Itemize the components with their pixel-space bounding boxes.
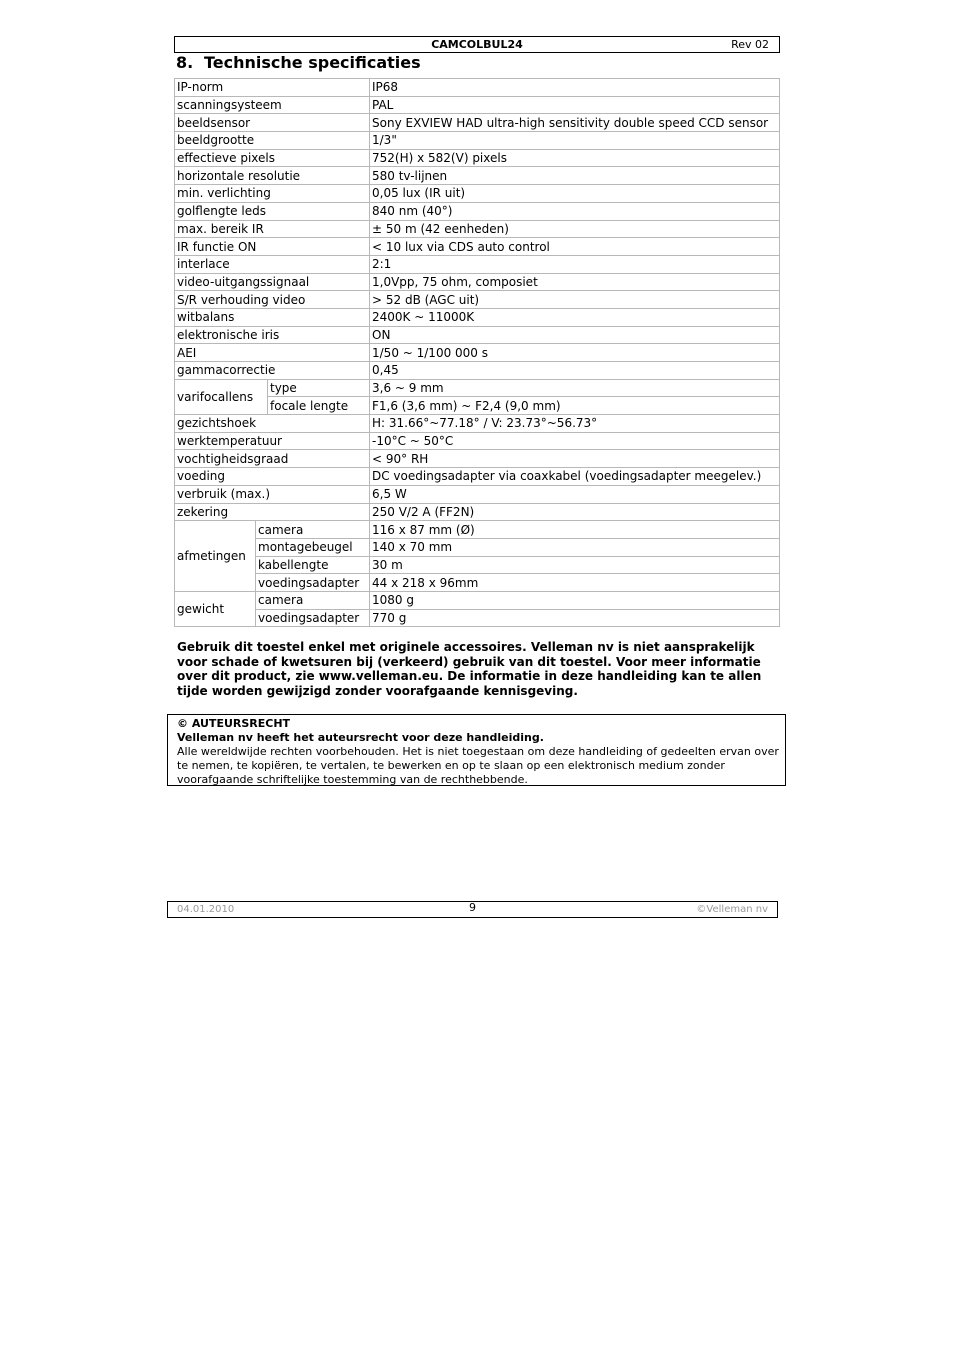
spec-sublabel: kabellengte <box>256 556 370 574</box>
spec-sublabel: voedingsadapter <box>256 609 370 627</box>
spec-value: 1080 g <box>370 591 780 609</box>
spec-sublabel: camera <box>256 521 370 539</box>
spec-row <box>175 574 780 592</box>
spec-row <box>175 326 780 344</box>
spec-row <box>175 202 780 220</box>
spec-row <box>175 432 780 450</box>
spec-row <box>175 96 780 114</box>
spec-label: beeldgrootte <box>175 132 370 150</box>
spec-label: verbruik (max.) <box>175 485 370 503</box>
spec-value: IP68 <box>370 79 780 97</box>
spec-row <box>175 344 780 362</box>
spec-row <box>175 415 780 433</box>
spec-row <box>175 114 780 132</box>
spec-value: 1,0Vpp, 75 ohm, composiet <box>370 273 780 291</box>
spec-value: 140 x 70 mm <box>370 538 780 556</box>
spec-sublabel: camera <box>256 591 370 609</box>
section-title-text: Technische specificaties <box>204 53 421 72</box>
spec-value: 250 V/2 A (FF2N) <box>370 503 780 521</box>
spec-row <box>175 149 780 167</box>
spec-table <box>174 78 780 627</box>
spec-group-label: gewicht <box>175 591 256 626</box>
spec-value: F1,6 (3,6 mm) ~ F2,4 (9,0 mm) <box>370 397 780 415</box>
spec-value: Sony EXVIEW HAD ultra-high sensitivity double speed CCD sensor <box>370 114 780 132</box>
spec-value: H: 31.66°~77.18° / V: 23.73°~56.73° <box>370 415 780 433</box>
spec-label: IP-norm <box>175 79 370 97</box>
spec-row <box>175 485 780 503</box>
spec-label: AEI <box>175 344 370 362</box>
copyright-body: Alle wereldwijde rechten voorbehouden. Het is niet toegestaan om deze handleiding of gedeelten ervan over te nemen, te kopiëren, te vertalen, te bewerken en op te slaan op een elektronisch medium zonder voorafgaande schriftelijke toestemming van de rechthebbende. <box>177 745 779 786</box>
spec-row <box>175 167 780 185</box>
spec-group-label: afmetingen <box>175 521 256 592</box>
spec-value: 2400K ~ 11000K <box>370 308 780 326</box>
spec-label: min. verlichting <box>175 185 370 203</box>
spec-row <box>175 556 780 574</box>
page-footer <box>167 901 778 918</box>
spec-label: scanningsysteem <box>175 96 370 114</box>
spec-value: 840 nm (40°) <box>370 202 780 220</box>
spec-sublabel: type <box>268 379 370 397</box>
copyright-subheading: Velleman nv heeft het auteursrecht voor deze handleiding. <box>177 731 544 744</box>
spec-row <box>175 79 780 97</box>
section-number: 8. <box>176 53 194 72</box>
spec-value: DC voedingsadapter via coaxkabel (voedingsadapter meegelev.) <box>370 468 780 486</box>
spec-row <box>175 591 780 609</box>
section-title <box>176 53 421 73</box>
spec-label: voeding <box>175 468 370 486</box>
spec-value: 770 g <box>370 609 780 627</box>
spec-table-body <box>175 79 780 627</box>
spec-value: ± 50 m (42 eenheden) <box>370 220 780 238</box>
spec-row <box>175 273 780 291</box>
spec-label: S/R verhouding video <box>175 291 370 309</box>
spec-label: gezichtshoek <box>175 415 370 433</box>
spec-label: gammacorrectie <box>175 362 370 380</box>
spec-row <box>175 308 780 326</box>
spec-group-label: varifocallens <box>175 379 268 414</box>
spec-value: PAL <box>370 96 780 114</box>
spec-label: witbalans <box>175 308 370 326</box>
spec-label: horizontale resolutie <box>175 167 370 185</box>
spec-value: 752(H) x 582(V) pixels <box>370 149 780 167</box>
spec-label: interlace <box>175 255 370 273</box>
spec-row <box>175 185 780 203</box>
spec-value: 44 x 218 x 96mm <box>370 574 780 592</box>
spec-label: vochtigheidsgraad <box>175 450 370 468</box>
copyright-box <box>167 714 786 786</box>
spec-row <box>175 132 780 150</box>
spec-row <box>175 255 780 273</box>
spec-label: beeldsensor <box>175 114 370 132</box>
footer-date: 04.01.2010 <box>177 904 235 915</box>
copyright-heading: © AUTEURSRECHT <box>177 717 291 730</box>
spec-row <box>175 291 780 309</box>
spec-row <box>175 450 780 468</box>
spec-row <box>175 220 780 238</box>
spec-value: 3,6 ~ 9 mm <box>370 379 780 397</box>
spec-value: < 90° RH <box>370 450 780 468</box>
spec-label: zekering <box>175 503 370 521</box>
spec-value: < 10 lux via CDS auto control <box>370 238 780 256</box>
spec-label: effectieve pixels <box>175 149 370 167</box>
spec-row <box>175 362 780 380</box>
model-number: CAMCOLBUL24 <box>431 38 523 51</box>
spec-row <box>175 238 780 256</box>
spec-value: -10°C ~ 50°C <box>370 432 780 450</box>
spec-value: > 52 dB (AGC uit) <box>370 291 780 309</box>
page-header <box>174 36 780 53</box>
footer-copyright: ©Velleman nv <box>696 904 768 915</box>
page-number: 9 <box>469 901 476 914</box>
spec-row <box>175 468 780 486</box>
spec-value: 116 x 87 mm (Ø) <box>370 521 780 539</box>
spec-value: 0,45 <box>370 362 780 380</box>
spec-label: IR functie ON <box>175 238 370 256</box>
spec-value: 1/3" <box>370 132 780 150</box>
spec-label: werktemperatuur <box>175 432 370 450</box>
spec-row <box>175 538 780 556</box>
spec-value: 30 m <box>370 556 780 574</box>
spec-value: 2:1 <box>370 255 780 273</box>
spec-row <box>175 521 780 539</box>
spec-row <box>175 379 780 397</box>
spec-value: 0,05 lux (IR uit) <box>370 185 780 203</box>
revision-label: Rev 02 <box>731 38 769 51</box>
spec-sublabel: voedingsadapter <box>256 574 370 592</box>
spec-label: max. bereik IR <box>175 220 370 238</box>
spec-value: ON <box>370 326 780 344</box>
usage-notice: Gebruik dit toestel enkel met originele accessoires. Velleman nv is niet aansprakelijk voor schade of kwetsuren bij (verkeerd) gebruik van dit toestel. Voor meer informatie over dit product, zie www.velleman.eu. De informatie in deze handleiding kan te allen tijde worden gewijzigd zonder voorafgaande kennisgeving. <box>177 640 762 699</box>
spec-row <box>175 609 780 627</box>
spec-value: 6,5 W <box>370 485 780 503</box>
spec-sublabel: focale lengte <box>268 397 370 415</box>
spec-sublabel: montagebeugel <box>256 538 370 556</box>
spec-label: golflengte leds <box>175 202 370 220</box>
spec-value: 1/50 ~ 1/100 000 s <box>370 344 780 362</box>
spec-value: 580 tv-lijnen <box>370 167 780 185</box>
spec-row <box>175 503 780 521</box>
spec-label: video-uitgangssignaal <box>175 273 370 291</box>
spec-label: elektronische iris <box>175 326 370 344</box>
